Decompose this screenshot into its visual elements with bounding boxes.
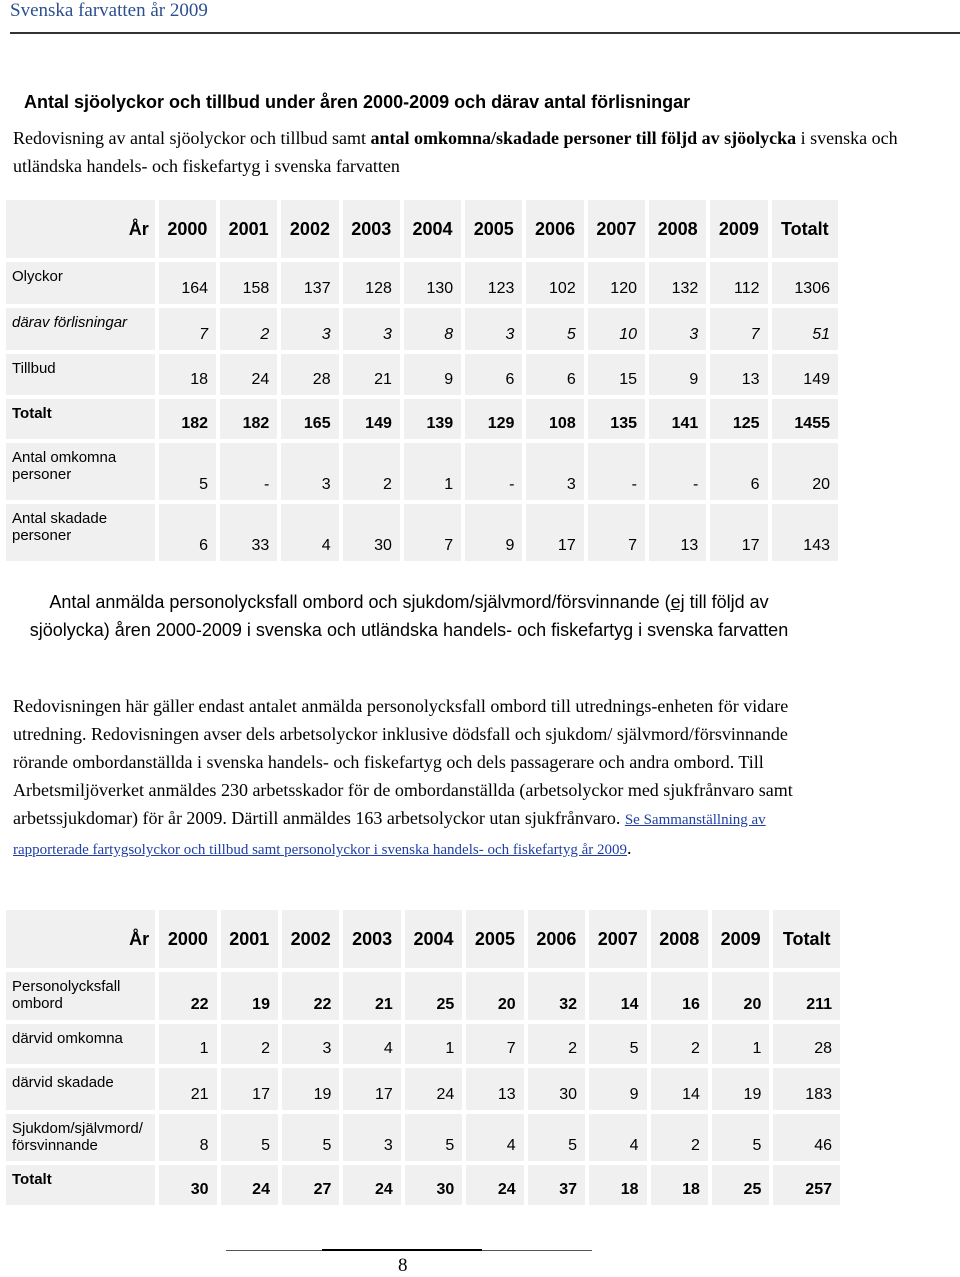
table-cell: 30 bbox=[405, 1165, 462, 1205]
table-row bbox=[6, 1068, 840, 1110]
intro-text-pre: Redovisning av antal sjöolyckor och tillbud samt bbox=[13, 128, 371, 148]
header-cell: Totalt bbox=[772, 200, 838, 258]
row-label: Tillbud bbox=[6, 354, 155, 395]
table-cell: 2 bbox=[651, 1114, 708, 1161]
row-label: därvid skadade bbox=[6, 1068, 155, 1110]
row-label: därvid omkomna bbox=[6, 1024, 155, 1064]
table-cell: 143 bbox=[772, 504, 838, 561]
table-cell: 130 bbox=[404, 262, 461, 304]
table-cell: 2 bbox=[651, 1024, 708, 1064]
header-cell: 2006 bbox=[528, 910, 585, 968]
intro-text-bold: antal omkomna/skadade personer till följd av sjöolycka bbox=[370, 128, 797, 148]
header-cell: Totalt bbox=[773, 910, 840, 968]
table-cell: 128 bbox=[343, 262, 400, 304]
table-cell: - bbox=[465, 443, 522, 500]
header-cell: 2007 bbox=[589, 910, 646, 968]
section-title: Antal sjöolyckor och tillbud under åren 2000-2009 och därav antal förlisningar bbox=[24, 92, 691, 112]
table-cell: 4 bbox=[281, 504, 338, 561]
table-row bbox=[6, 1024, 840, 1064]
table-cell: 2 bbox=[221, 1024, 278, 1064]
table-cell: 5 bbox=[526, 308, 583, 350]
table-cell: 14 bbox=[589, 972, 646, 1020]
row-label: Personolycksfall ombord bbox=[6, 972, 155, 1020]
table-cell: 25 bbox=[405, 972, 462, 1020]
table-cell: 139 bbox=[404, 399, 461, 439]
table-row bbox=[6, 1114, 840, 1161]
table-cell: 6 bbox=[526, 354, 583, 395]
header-cell: 2006 bbox=[526, 200, 583, 258]
link-end: . bbox=[626, 838, 632, 858]
intro-text-post: i svenska och utländska handels- och fiskefartyg i svenska farvatten bbox=[13, 128, 898, 176]
table-cell: - bbox=[588, 443, 645, 500]
section2-body bbox=[13, 692, 813, 864]
header-rule bbox=[10, 32, 960, 34]
table-cell: 2 bbox=[220, 308, 277, 350]
table-cell: 10 bbox=[588, 308, 645, 350]
table-cell: 17 bbox=[526, 504, 583, 561]
header-cell: 2003 bbox=[343, 910, 400, 968]
header-cell: 2008 bbox=[651, 910, 708, 968]
table-cell: 22 bbox=[159, 972, 216, 1020]
table-cell: 30 bbox=[159, 1165, 216, 1205]
table-cell: 9 bbox=[589, 1068, 646, 1110]
table-cell: 22 bbox=[282, 972, 339, 1020]
table-row bbox=[6, 504, 838, 561]
table-cell: 13 bbox=[649, 504, 706, 561]
table-cell: 25 bbox=[712, 1165, 769, 1205]
table-cell: 18 bbox=[589, 1165, 646, 1205]
table-cell: 9 bbox=[465, 504, 522, 561]
table-header-row bbox=[6, 200, 838, 258]
table-cell: 46 bbox=[773, 1114, 840, 1161]
table-cell: - bbox=[649, 443, 706, 500]
table-cell: 27 bbox=[282, 1165, 339, 1205]
table-cell: 2 bbox=[528, 1024, 585, 1064]
table-cell: 1 bbox=[159, 1024, 216, 1064]
table-cell: 132 bbox=[649, 262, 706, 304]
table-cell: 16 bbox=[651, 972, 708, 1020]
table-row-total bbox=[6, 399, 838, 439]
table-cell: 164 bbox=[159, 262, 216, 304]
row-label: Totalt bbox=[6, 399, 155, 439]
table-cell: 32 bbox=[528, 972, 585, 1020]
table-cell: 5 bbox=[589, 1024, 646, 1064]
table-cell: 17 bbox=[710, 504, 767, 561]
table-cell: 6 bbox=[159, 504, 216, 561]
table-cell: 5 bbox=[159, 443, 216, 500]
table-cell: 21 bbox=[343, 972, 400, 1020]
table-cell: 257 bbox=[773, 1165, 840, 1205]
table-row bbox=[6, 354, 838, 395]
table-cell: 24 bbox=[343, 1165, 400, 1205]
table-cell: 149 bbox=[772, 354, 838, 395]
table-cell: 135 bbox=[588, 399, 645, 439]
table-cell: 3 bbox=[282, 1024, 339, 1064]
table-cell: 19 bbox=[712, 1068, 769, 1110]
row-label: Sjukdom/självmord/ försvinnande bbox=[6, 1114, 155, 1161]
table-row bbox=[6, 308, 838, 350]
table-cell: 33 bbox=[220, 504, 277, 561]
table-cell: 37 bbox=[528, 1165, 585, 1205]
intro-paragraph bbox=[13, 124, 943, 180]
table-cell: 4 bbox=[466, 1114, 523, 1161]
table-cell: 129 bbox=[465, 399, 522, 439]
header-cell: 2000 bbox=[159, 910, 216, 968]
personal-injury-table bbox=[2, 906, 844, 1209]
table-cell: 7 bbox=[588, 504, 645, 561]
table-cell: 30 bbox=[343, 504, 400, 561]
heading-text-ej: ej bbox=[670, 592, 685, 612]
header-cell: 2005 bbox=[465, 200, 522, 258]
table-cell: 120 bbox=[588, 262, 645, 304]
heading-text-post: till följd av sjöolycka) åren 2000-2009 i svenska och utländska handels- och fiskefartyg i svenska farvatten bbox=[29, 592, 789, 640]
page-number: 8 bbox=[398, 1255, 408, 1276]
table-cell: 8 bbox=[404, 308, 461, 350]
table-cell: 137 bbox=[281, 262, 338, 304]
header-cell-year: År bbox=[6, 910, 155, 968]
table-cell: 51 bbox=[772, 308, 838, 350]
table-cell: 14 bbox=[651, 1068, 708, 1110]
table-cell: 108 bbox=[526, 399, 583, 439]
footer-rule bbox=[226, 1250, 592, 1251]
header-cell: 2005 bbox=[466, 910, 523, 968]
row-label: Totalt bbox=[6, 1165, 155, 1205]
table-cell: 24 bbox=[221, 1165, 278, 1205]
table-cell: 19 bbox=[282, 1068, 339, 1110]
header-cell: 2002 bbox=[282, 910, 339, 968]
row-label: Antal skadade personer bbox=[6, 504, 155, 561]
table-cell: 21 bbox=[343, 354, 400, 395]
table-cell: 28 bbox=[773, 1024, 840, 1064]
table-cell: 4 bbox=[343, 1024, 400, 1064]
header-cell: 2001 bbox=[220, 200, 277, 258]
table-cell: 182 bbox=[159, 399, 216, 439]
table-cell: 8 bbox=[159, 1114, 216, 1161]
table-cell: 5 bbox=[405, 1114, 462, 1161]
table-cell: 24 bbox=[466, 1165, 523, 1205]
header-cell: 2009 bbox=[712, 910, 769, 968]
table-cell: 9 bbox=[649, 354, 706, 395]
header-cell: 2007 bbox=[588, 200, 645, 258]
table-cell: 7 bbox=[466, 1024, 523, 1064]
table-cell: 28 bbox=[281, 354, 338, 395]
table-cell: 3 bbox=[343, 308, 400, 350]
table-cell: 3 bbox=[649, 308, 706, 350]
header-cell: 2003 bbox=[343, 200, 400, 258]
table-cell: 5 bbox=[282, 1114, 339, 1161]
table-cell: 2 bbox=[343, 443, 400, 500]
running-header: Svenska farvatten år 2009 bbox=[10, 0, 208, 21]
table-cell: 24 bbox=[220, 354, 277, 395]
section2-heading bbox=[14, 588, 804, 644]
header-cell: 2002 bbox=[281, 200, 338, 258]
table-cell: 15 bbox=[588, 354, 645, 395]
table-cell: 7 bbox=[159, 308, 216, 350]
table-cell: 123 bbox=[465, 262, 522, 304]
table-cell: 211 bbox=[773, 972, 840, 1020]
table-cell: 158 bbox=[220, 262, 277, 304]
table-cell: 125 bbox=[710, 399, 767, 439]
header-cell-year: År bbox=[6, 200, 155, 258]
table-cell: 9 bbox=[404, 354, 461, 395]
report-link[interactable]: Se Sammanställning av rapporterade fartygsolyckor och tillbud samt personolyckor i svenska handels- och fiskefartyg år 2009 bbox=[13, 812, 766, 858]
table-cell: 17 bbox=[221, 1068, 278, 1110]
table-cell: 1 bbox=[404, 443, 461, 500]
table-cell: 3 bbox=[281, 308, 338, 350]
table-cell: - bbox=[220, 443, 277, 500]
table-cell: 13 bbox=[710, 354, 767, 395]
table-cell: 19 bbox=[221, 972, 278, 1020]
table-cell: 6 bbox=[465, 354, 522, 395]
table-cell: 112 bbox=[710, 262, 767, 304]
table-cell: 5 bbox=[528, 1114, 585, 1161]
header-cell: 2009 bbox=[710, 200, 767, 258]
table-row bbox=[6, 262, 838, 304]
table-cell: 5 bbox=[712, 1114, 769, 1161]
table-row-total bbox=[6, 1165, 840, 1205]
body-text: Redovisningen här gäller endast antalet anmälda personolycksfall ombord till utrednings-enheten för vidare utredning. Redovisningen avser dels arbetsolyckor inklusive dödsfall och sjukdom/ självmord/försvinnande rörande ombordanställda i svenska handels- och fiskefartyg och dels passagerare och andra ombord. Till Arbetsmiljöverket anmäldes 230 arbetsskador för de ombordanställda (arbetsolyckor med sjukfrånvaro samt arbetssjukdomar) för år 2009. Därtill anmäldes 163 arbetsolyckor utan sjukfrånvaro. bbox=[13, 696, 793, 828]
row-label: därav förlisningar bbox=[6, 308, 155, 350]
table-cell: 21 bbox=[159, 1068, 216, 1110]
table-cell: 3 bbox=[526, 443, 583, 500]
table-cell: 102 bbox=[526, 262, 583, 304]
table-cell: 20 bbox=[712, 972, 769, 1020]
table-cell: 1 bbox=[712, 1024, 769, 1064]
table-cell: 6 bbox=[710, 443, 767, 500]
table-cell: 3 bbox=[281, 443, 338, 500]
row-label: Antal omkomna personer bbox=[6, 443, 155, 500]
heading-text-pre: Antal anmälda personolycksfall ombord och sjukdom/självmord/försvinnande ( bbox=[49, 592, 671, 612]
accidents-table bbox=[2, 196, 842, 565]
table-cell: 182 bbox=[220, 399, 277, 439]
table-cell: 24 bbox=[405, 1068, 462, 1110]
table-header-row bbox=[6, 910, 840, 968]
table-cell: 20 bbox=[772, 443, 838, 500]
table-cell: 30 bbox=[528, 1068, 585, 1110]
header-cell: 2001 bbox=[221, 910, 278, 968]
table-cell: 183 bbox=[773, 1068, 840, 1110]
table-cell: 18 bbox=[651, 1165, 708, 1205]
table-cell: 5 bbox=[221, 1114, 278, 1161]
table-cell: 149 bbox=[343, 399, 400, 439]
table-cell: 1 bbox=[405, 1024, 462, 1064]
header-cell: 2000 bbox=[159, 200, 216, 258]
table-cell: 3 bbox=[343, 1114, 400, 1161]
table-cell: 17 bbox=[343, 1068, 400, 1110]
table-cell: 7 bbox=[710, 308, 767, 350]
header-cell: 2004 bbox=[405, 910, 462, 968]
table-cell: 18 bbox=[159, 354, 216, 395]
table-cell: 165 bbox=[281, 399, 338, 439]
table-cell: 141 bbox=[649, 399, 706, 439]
table-cell: 1306 bbox=[772, 262, 838, 304]
table-cell: 3 bbox=[465, 308, 522, 350]
table-cell: 4 bbox=[589, 1114, 646, 1161]
table-cell: 13 bbox=[466, 1068, 523, 1110]
table-cell: 7 bbox=[404, 504, 461, 561]
table-row bbox=[6, 443, 838, 500]
table-cell: 1455 bbox=[772, 399, 838, 439]
header-cell: 2008 bbox=[649, 200, 706, 258]
row-label: Olyckor bbox=[6, 262, 155, 304]
table-cell: 20 bbox=[466, 972, 523, 1020]
table-row bbox=[6, 972, 840, 1020]
header-cell: 2004 bbox=[404, 200, 461, 258]
